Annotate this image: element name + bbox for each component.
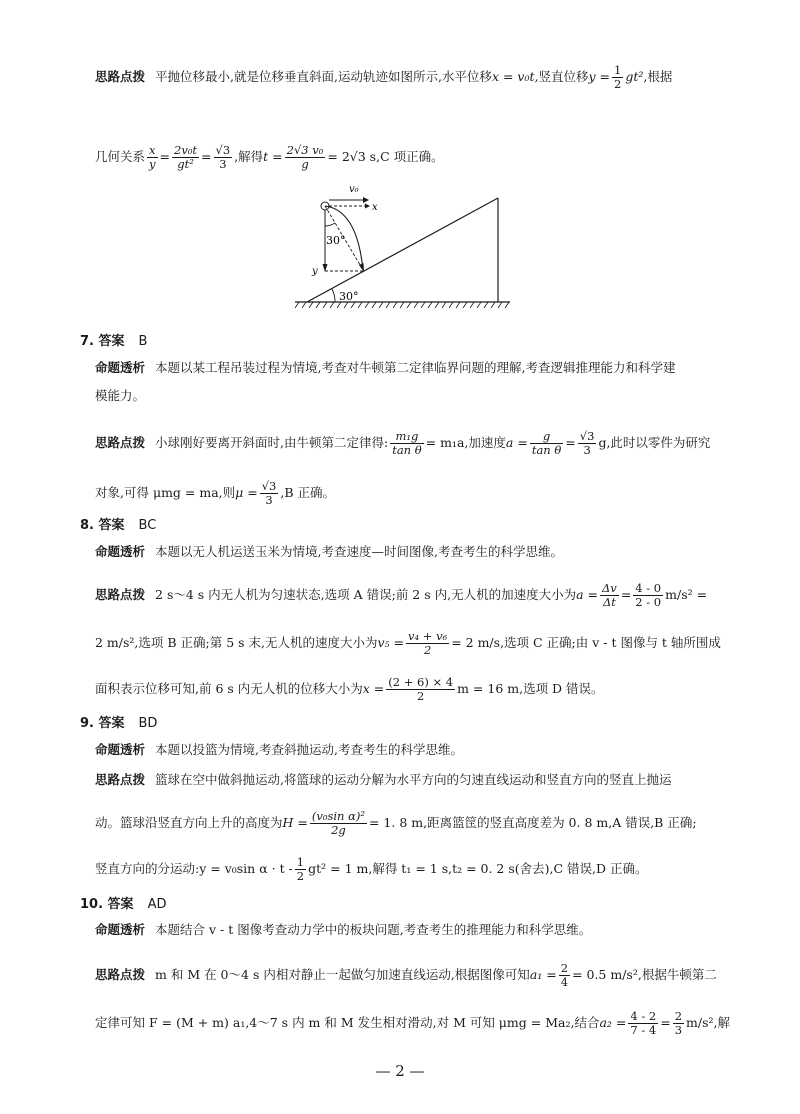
q7-hint-line1: 思路点拨 小球刚好要离开斜面时,由牛顿第二定律得: $\frac{\text{m₁g}}{\text{tan θ}}$ = m₁a,加速度a = $\frac{g}{\text{tan θ}}$ = $\frac{√3}{3}$ g,此时以零件为研究 xyxy=(95,429,711,457)
fraction: $\frac{\Delta v}{\Delta t}$ xyxy=(602,581,617,609)
q8-hint-line2: 2 m/s²,选项 B 正确;第 5 s 末,无人机的速度大小为v₅ = $\frac{\text{v₄ + v₆}}{2}$ = 2 m/s,选项 C 正确;由 v - t 图像与 t 轴所围成 xyxy=(95,629,721,657)
y-label: y xyxy=(312,266,318,277)
q9-hint-line3: 竖直方向的分运动:y = v₀sin α · t - $\frac{1}{2}$ gt² = 1 m,解得 t₁ = 1 s,t₂ = 0. 2 s(舍去),C 错误,D 正确。 xyxy=(95,855,648,883)
q7-hint-line2: 对象,可得 μmg = ma,则μ = $\frac{√3}{3}$ ,B 正确。 xyxy=(95,479,335,507)
incline xyxy=(307,198,498,302)
fraction: $\frac{\text{m₁g}}{\text{tan θ}}$ xyxy=(392,429,422,457)
page-number: — 2 — xyxy=(375,1062,425,1080)
projectile-incline-figure xyxy=(295,180,520,320)
q8-answer-heading: 8. 答案 BC xyxy=(80,518,157,533)
q9-analysis-line1: 命题透析 本题以投篮为情境,考查斜抛运动,考查考生的科学思维。 xyxy=(95,742,463,757)
answer-value: BC xyxy=(138,518,157,533)
fraction: $\frac{4 - 0}{2 - 0}$ xyxy=(635,581,662,609)
fraction: $\frac{4 - 2}{7 - 4}$ xyxy=(630,1009,657,1037)
q7-analysis-line1: 命题透析 本题以某工程吊装过程为情境,考查对牛顿第二定律临界问题的理解,考查逻辑推理能力和科学建 xyxy=(95,360,676,375)
x-label: x xyxy=(372,202,378,213)
angle-label-bottom: 30° xyxy=(339,290,359,303)
fraction: $\frac{x}{y}$ xyxy=(149,143,156,171)
answer-value: B xyxy=(138,334,148,349)
fraction: $\frac{\text{v₄ + v₆}}{2}$ xyxy=(408,629,448,657)
angle-label-top: 30° xyxy=(326,234,346,247)
q8-hint-line1: 思路点拨 2 s～4 s 内无人机为匀速状态,选项 A 错误;前 2 s 内,无人机的加速度大小为a = $\frac{\Delta v}{\Delta t}$ = $\frac{4 - 0}{2 - 0}$ m/s² = xyxy=(95,581,708,609)
v0-label: v₀ xyxy=(349,184,359,195)
q10-hint-line2: 定律可知 F = (M + m) a₁,4～7 s 内 m 和 M 发生相对滑动,对 M 可知 μmg = Ma₂,结合a₂ = $\frac{4 - 2}{7 - 4}$ = $\frac{2}{3}$ m/s²,解 xyxy=(95,1009,730,1037)
fraction: $\frac{√3}{3}$ xyxy=(579,429,595,457)
q7-answer-heading: 7. 答案 B xyxy=(80,334,148,349)
fraction: $\frac{2}{4}$ xyxy=(560,961,569,989)
fraction: $\frac{\text{2√3 v₀}}{g}$ xyxy=(286,143,324,171)
q9-answer-heading: 9. 答案 BD xyxy=(80,716,158,731)
q8-analysis-line1: 命题透析 本题以无人机运送玉米为情境,考查速度—时间图像,考查考生的科学思维。 xyxy=(95,544,563,559)
q8-hint-line3: 面积表示位移可知,前 6 s 内无人机的位移大小为x = $\frac{(2 + 6) \times 4}{2}$ m = 16 m,选项 D 错误。 xyxy=(95,675,604,703)
q10-analysis-line1: 命题透析 本题结合 v - t 图像考查动力学中的板块问题,考查考生的推理能力和科学思维。 xyxy=(95,922,592,937)
fraction: $\frac{1}{2}$ xyxy=(614,63,622,91)
q9-hint-line2: 动。篮球沿竖直方向上升的高度为H = $\frac{\text{(v₀sin α)²}}{2g}$ = 1. 8 m,距离篮筐的竖直高度差为 0. 8 m,A 错误,B 正确; xyxy=(95,809,697,837)
fraction: $\frac{√3}{3}$ xyxy=(215,143,231,171)
q10-answer-heading: 10. 答案 AD xyxy=(80,897,167,912)
fraction: $\frac{(2 + 6) \times 4}{2}$ xyxy=(388,675,454,703)
fraction: $\frac{\text{2v₀t}}{\text{gt²}}$ xyxy=(174,143,198,171)
fraction: $\frac{2}{3}$ xyxy=(674,1009,683,1037)
fraction: $\frac{g}{\text{tan θ}}$ xyxy=(531,429,562,457)
fraction: $\frac{√3}{3}$ xyxy=(261,479,277,507)
q6-hint-line2: 几何关系 $\frac{x}{y}$ = $\frac{\text{2v₀t}}{\text{gt²}}$ = $\frac{√3}{3}$ ,解得t = $\frac{\text{2√3 v₀}}{g}$ = 2√3 s,C 项正确。 xyxy=(95,143,444,171)
q10-hint-line1: 思路点拨 m 和 M 在 0～4 s 内相对静止一起做匀加速直线运动,根据图像可知a₁ = $\frac{2}{4}$ = 0.5 m/s²,根据牛顿第二 xyxy=(95,961,717,989)
ground-hatching xyxy=(295,302,509,308)
answer-value: AD xyxy=(147,897,167,912)
fraction: $\frac{1}{2}$ xyxy=(296,855,305,883)
hint-tag: 思路点拨 xyxy=(95,69,146,84)
q6-hint-line1: 思路点拨 平抛位移最小,就是位移垂直斜面,运动轨迹如图所示,水平位移x = v₀t,竖直位移y = $\frac{1}{2}$ gt²,根据 xyxy=(95,63,673,91)
fraction: $\frac{\text{(v₀sin α)²}}{2g}$ xyxy=(311,809,365,837)
answer-value: BD xyxy=(138,716,158,731)
q9-hint-line1: 思路点拨 篮球在空中做斜抛运动,将篮球的运动分解为水平方向的匀速直线运动和竖直方向的竖直上抛运 xyxy=(95,772,672,787)
q7-analysis-line2: 模能力。 xyxy=(95,388,146,403)
